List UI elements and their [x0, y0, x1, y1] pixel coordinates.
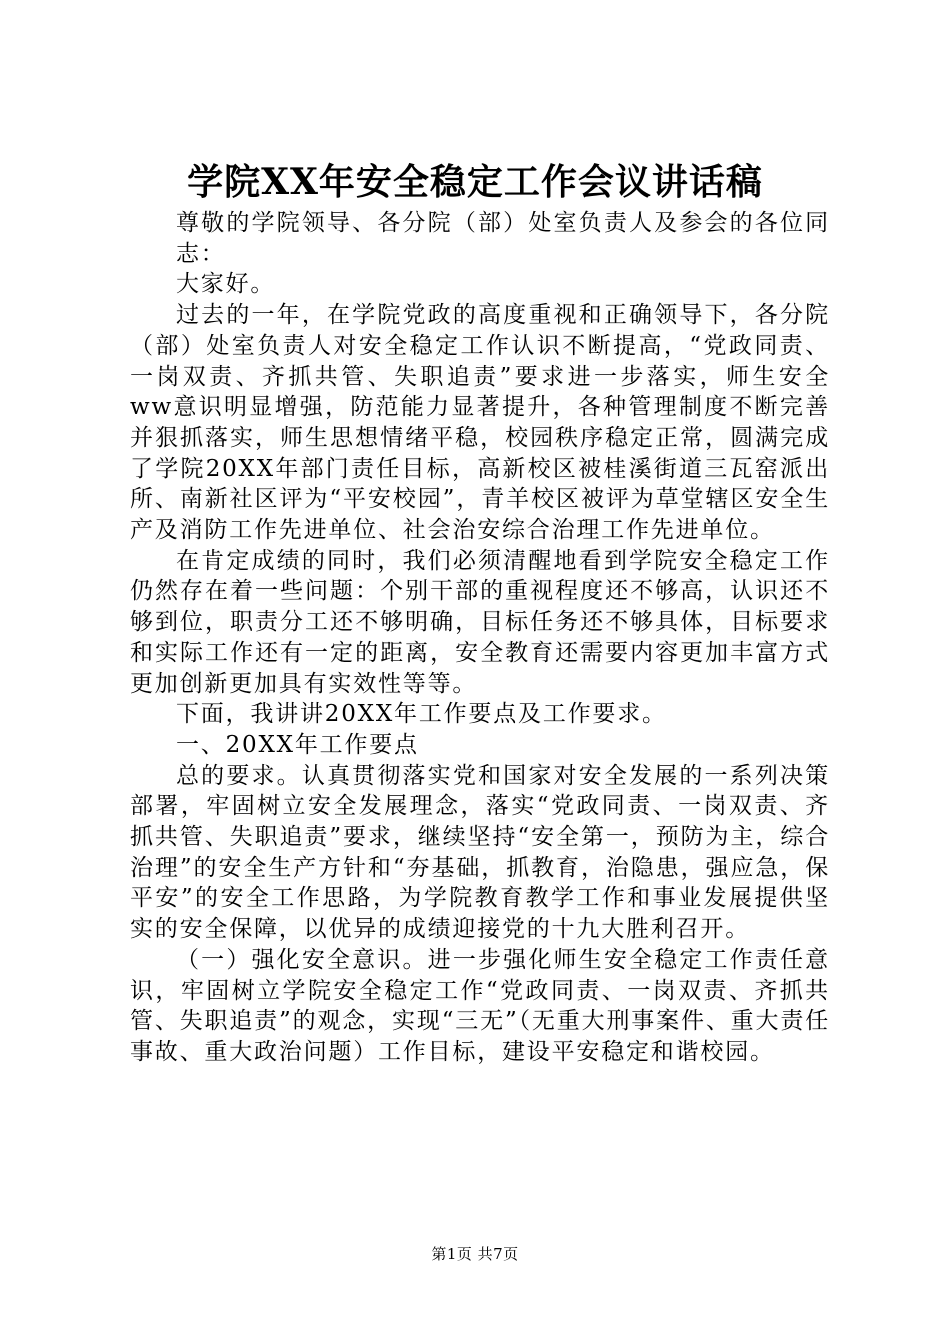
- salutation-paragraph: 尊敬的学院领导、各分院（部）处室负责人及参会的各位同志：: [176, 210, 830, 267]
- section-heading: 一、20XX年工作要点: [176, 731, 419, 758]
- document-body: [130, 208, 830, 1068]
- review-paragraph: 过去的一年，在学院党政的高度重视和正确领导下，各分院（部）处室负责人对安全稳定工作认识不断提高，“党政同责、一岗双责、齐抓共管、失职追责”要求进一步落实，师生安全ww意识明显增强，防范能力显著提升，各种管理制度不断完善并狠抓落实，师生思想情绪平稳，校园秩序稳定正常，圆满完成了学院20XX年部门责任目标，高新校区被桂溪街道三瓦窑派出所、南新社区评为“平安校园”，青羊校区被评为草堂辖区安全生产及消防工作先进单位、社会治安综合治理工作先进单位。: [130, 302, 830, 544]
- transition-paragraph: 下面，我讲讲20XX年工作要点及工作要求。: [176, 701, 667, 728]
- problems-paragraph: 在肯定成绩的同时，我们必须清醒地看到学院安全稳定工作仍然存在着一些问题：个别干部的重视程度还不够高，认识还不够到位，职责分工还不够明确，目标任务还不够具体，目标要求和实际工作还有一定的距离，安全教育还需要内容更加丰富方式更加创新更加具有实效性等等。: [130, 547, 830, 697]
- general-requirement-paragraph: 总的要求。认真贯彻落实党和国家对安全发展的一系列决策部署，牢固树立安全发展理念，落实“党政同责、一岗双责、齐抓共管、失职追责”要求，继续坚持“安全第一，预防为主，综合治理”的安全生产方针和“夯基础，抓教育，治隐患，强应急，保平安”的安全工作思路，为学院教育教学工作和事业发展提供坚实的安全保障，以优异的成绩迎接党的十九大胜利召开。: [130, 762, 830, 943]
- greeting-paragraph: 大家好。: [176, 271, 276, 298]
- item-one-paragraph: （一）强化安全意识。进一步强化师生安全稳定工作责任意识，牢固树立学院安全稳定工作“党政同责、一岗双责、齐抓共管、失职追责”的观念，实现“三无”（无重大刑事案件、重大责任事故、重大政治问题）工作目标，建设平安稳定和谐校园。: [130, 946, 830, 1065]
- document-title: 学院XX年安全稳定工作会议讲话稿: [187, 161, 763, 203]
- page-footer: 第1页 共7页: [431, 1245, 519, 1263]
